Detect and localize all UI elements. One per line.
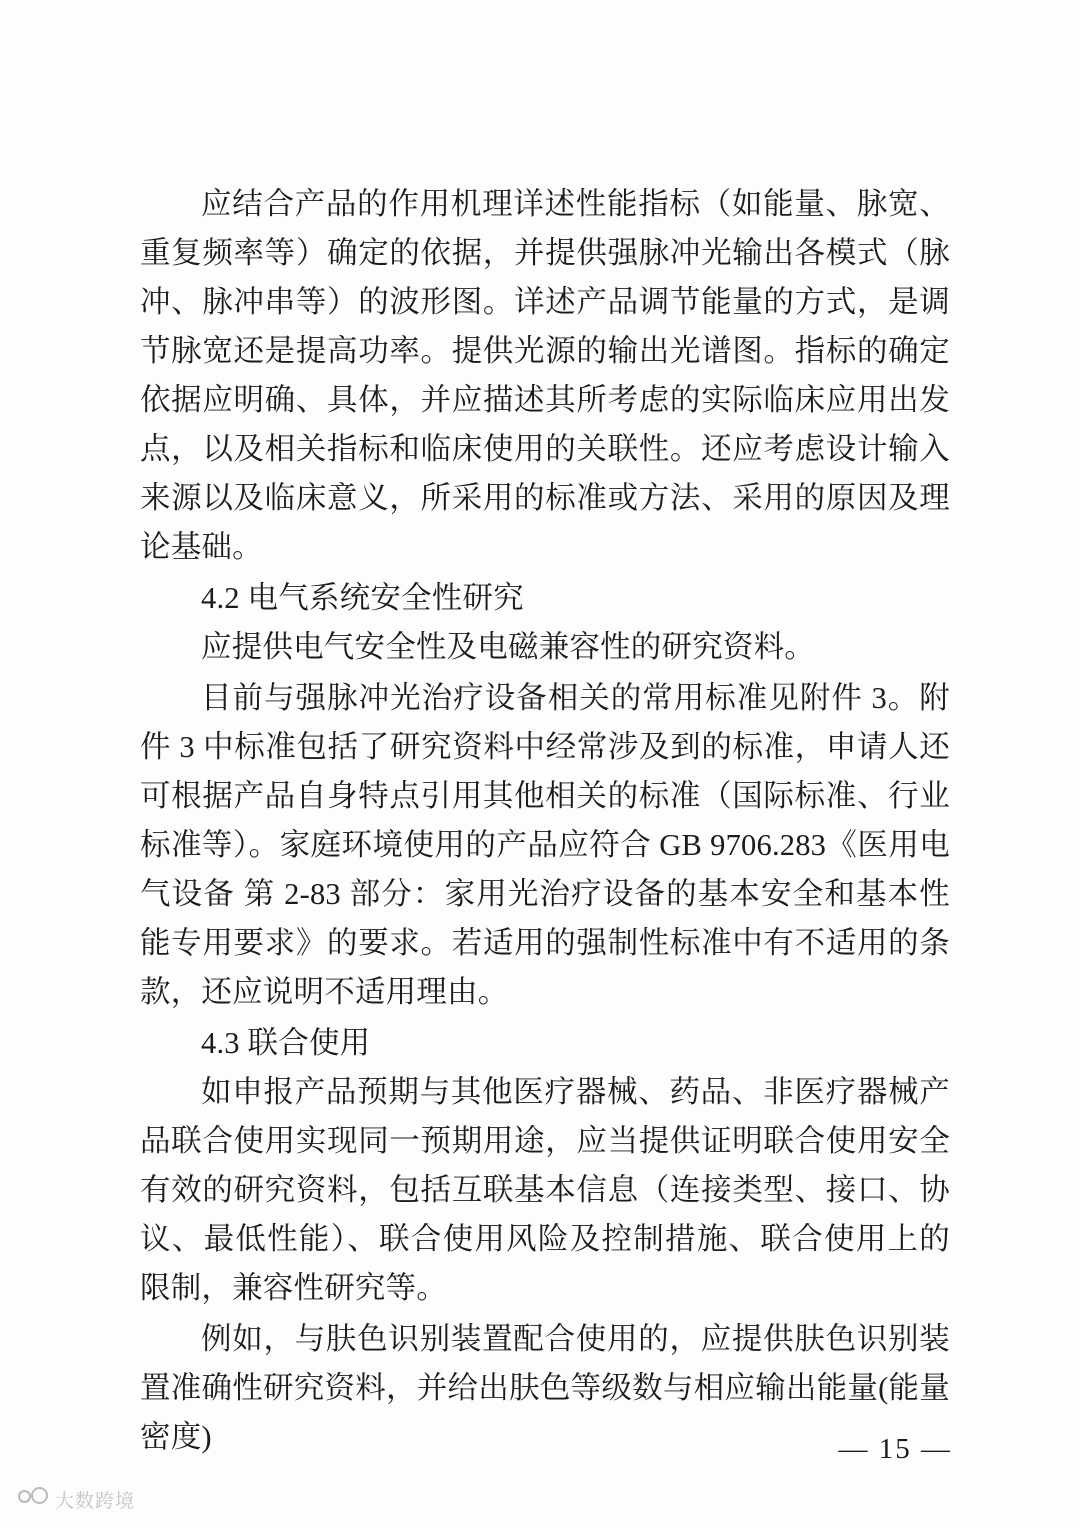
- paragraph: 如申报产品预期与其他医疗器械、药品、非医疗器械产品联合使用实现同一预期用途，应当提供证明联合使用安全有效的研究资料，包括互联基本信息（连接类型、接口、协议、最低性能）、联合使用风险及控制措施、联合使用上的限制，兼容性研究等。: [140, 1075, 950, 1305]
- section-heading-4-2: 4.2 电气系统安全性研究: [201, 581, 524, 615]
- paragraph: 应提供电气安全性及电磁兼容性的研究资料。: [201, 630, 815, 664]
- page-body: [140, 180, 950, 1464]
- page-number: — 15 —: [838, 1433, 952, 1465]
- watermark: [18, 1484, 135, 1514]
- section-heading-4-3: 4.3 联合使用: [201, 1026, 371, 1060]
- paragraph: 目前与强脉冲光治疗设备相关的常用标准见附件 3。附件 3 中标准包括了研究资料中经常涉及到的标准，申请人还可根据产品自身特点引用其他相关的标准（国际标准、行业标准等）。家庭环境使用的产品应符合 GB 9706.283《医用电气设备 第 2-83 部分：家用光治疗设备的基本安全和基本性能专用要求》的要求。若适用的强制性标准中有不适用的条款，还应说明不适用理由。: [140, 681, 950, 1009]
- watermark-label: 大数跨境: [55, 1490, 136, 1512]
- watermark-logo-icon: [18, 1484, 48, 1514]
- paragraph: 应结合产品的作用机理详述性能指标（如能量、脉宽、重复频率等）确定的依据，并提供强脉冲光输出各模式（脉冲、脉冲串等）的波形图。详述产品调节能量的方式，是调节脉宽还是提高功率。提供光源的输出光谱图。指标的确定依据应明确、具体，并应描述其所考虑的实际临床应用出发点，以及相关指标和临床使用的关联性。还应考虑设计输入来源以及临床意义，所采用的标准或方法、采用的原因及理论基础。: [140, 187, 950, 564]
- paragraph: 例如，与肤色识别装置配合使用的，应提供肤色识别装置准确性研究资料，并给出肤色等级数与相应输出能量(能量密度): [140, 1322, 950, 1454]
